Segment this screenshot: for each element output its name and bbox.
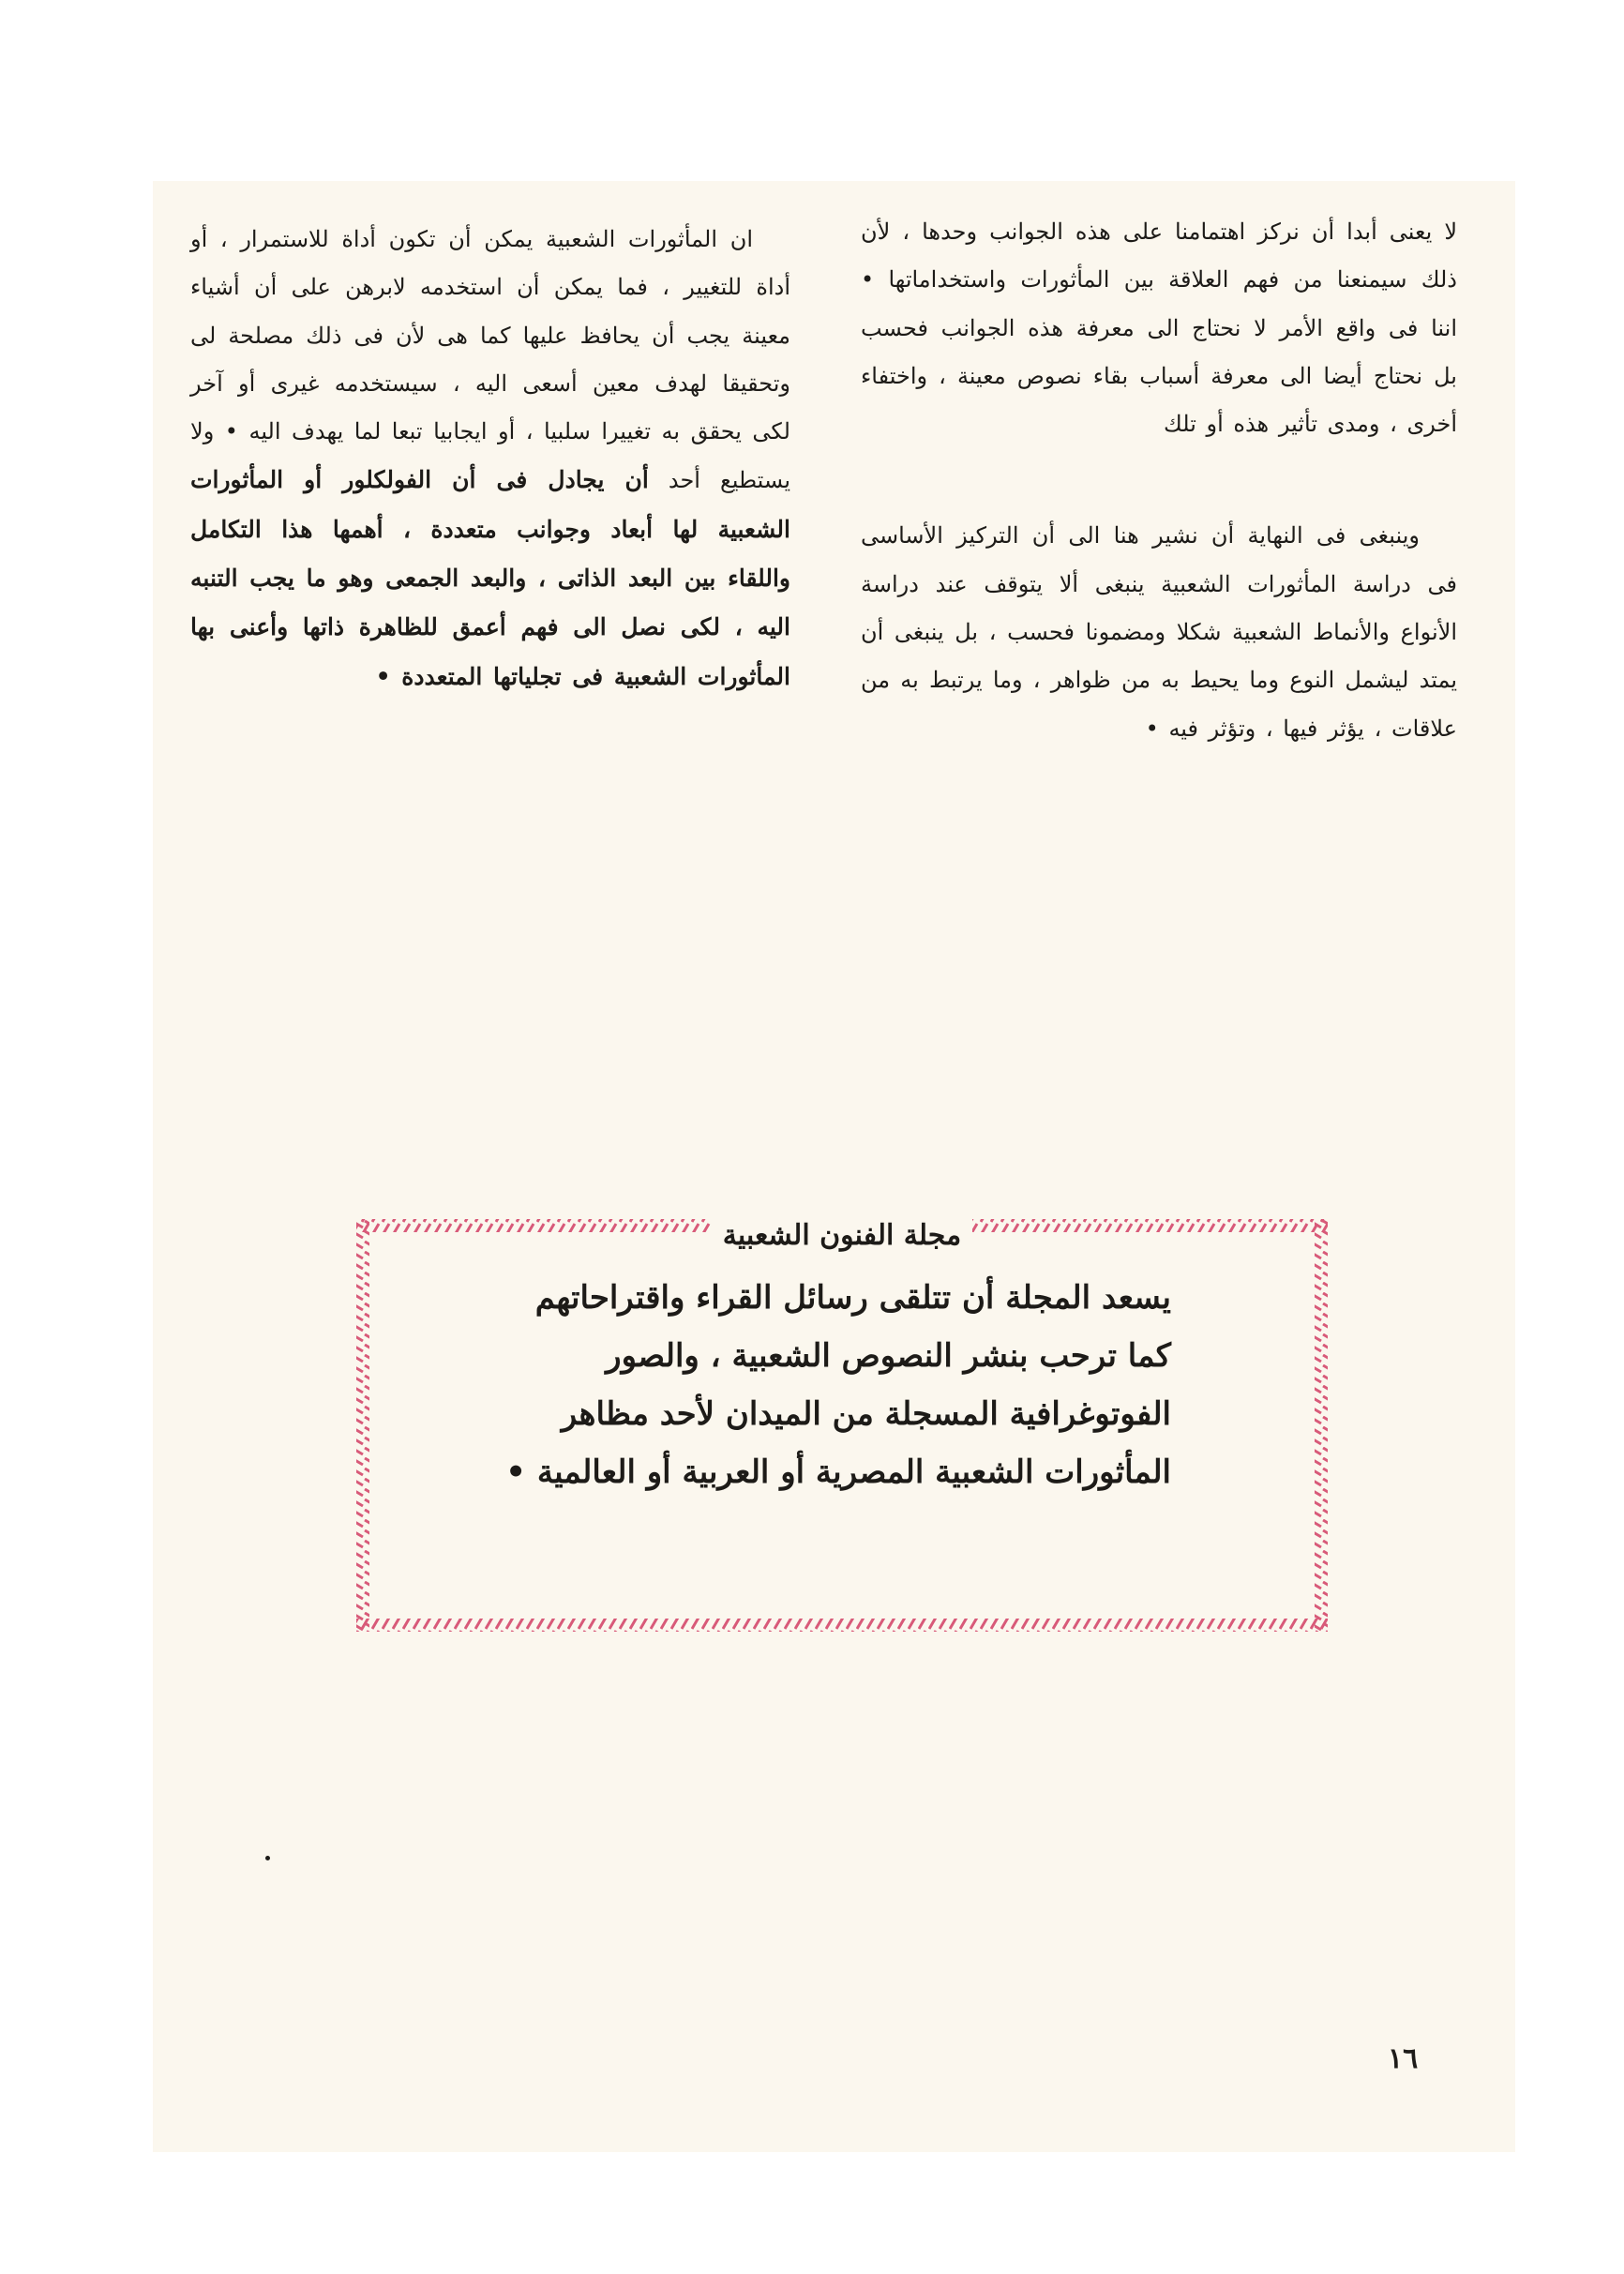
article-right-column	[861, 208, 1457, 753]
notice-body	[444, 1269, 1171, 1501]
page-number: ١٦	[1388, 2042, 1419, 2075]
notice-title	[351, 1217, 1333, 1255]
article-paragraph: وينبغى فى النهاية أن نشير هنا الى أن التركيز الأساسى فى دراسة المأثورات الشعبية ينبغى ألا يتوقف عند دراسة الأنواع والأنماط الشعبية شكلا ومضمونا فحسب ، بل ينبغى أن يمتد ليشمل النوع وما يحيط به من ظواهر ، وما يرتبط به من علاقات ، يؤثر فيها ، وتؤثر فيه •	[861, 522, 1457, 742]
print-speck	[265, 1856, 270, 1860]
emphasized-text: أن يجادل فى أن الفولكلور أو المأثورات الشعبية لها أبعاد وجوانب متعددة ، أهمها هذا التكامل واللقاء بين البعد الذاتى ، والبعد الجمعى وهو ما يجب التنبه اليه ، لكى نصل الى فهم أعمق للظاهرة ذاتها وأعنى بها المأثورات الشعبية فى تجلياتها المتعددة •	[190, 466, 790, 690]
notice-line: كما ترحب بنشر النصوص الشعبية ، والصور	[606, 1337, 1171, 1375]
article-left-column	[190, 216, 790, 701]
article-paragraph	[190, 216, 790, 701]
notice-line: المأثورات الشعبية المصرية أو العربية أو العالمية •	[505, 1453, 1171, 1491]
magazine-notice-box	[351, 1210, 1333, 1635]
notice-line: يسعد المجلة أن تتلقى رسائل القراء واقتراحاتهم	[534, 1279, 1171, 1317]
notice-title-text: مجلة الفنون الشعبية	[712, 1217, 972, 1255]
article-text: ان المأثورات الشعبية يمكن أن تكون أداة للاستمرار ، أو أداة للتغيير ، فما يمكن أن استخدمه لابرهن على أن أشياء معينة يجب أن يحافظ عليها كما هى لأن فى ذلك مصلحة لى وتحقيقا لهدف معين أسعى اليه ، سيستخدمه غيرى أو آخر لكى يحقق به تغييرا سلبيا ، أو ايجابيا تبعا لما يهدف اليه • ولا يستطيع أحد	[190, 226, 791, 494]
article-paragraph: لا يعنى أبدا أن نركز اهتمامنا على هذه الجوانب وحدها ، لأن ذلك سيمنعنا من فهم العلاقة بين المأثورات واستخداماتها • اننا فى واقع الأمر لا نحتاج الى معرفة هذه الجوانب فحسب بل نحتاج أيضا الى معرفة أسباب بقاء نصوص معينة ، واختفاء أخرى ، ومدى تأثير هذه أو تلك	[861, 218, 1457, 438]
notice-line: الفوتوغرافية المسجلة من الميدان لأحد مظاهر	[561, 1395, 1171, 1433]
